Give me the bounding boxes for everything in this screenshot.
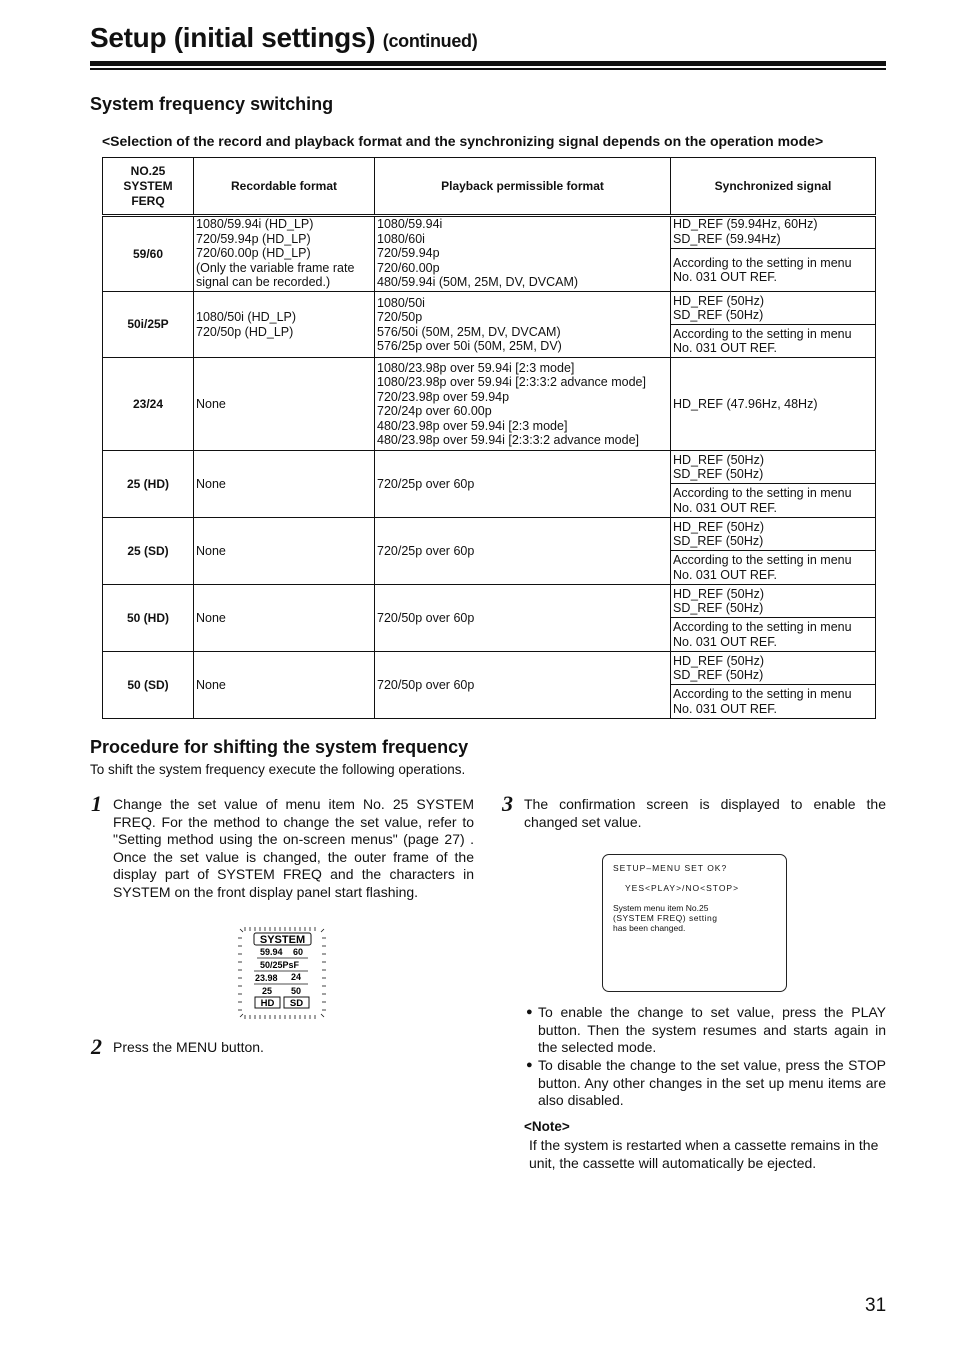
header-system-freq: NO.25 SYSTEM FERQ [103, 158, 194, 216]
header-recordable: Recordable format [194, 158, 375, 216]
lcd-value: 50 [291, 986, 302, 996]
cell-playback: 720/25p over 60p [375, 451, 671, 518]
cell-system: 50 (SD) [103, 652, 194, 719]
header-sync: Synchronized signal [671, 158, 876, 216]
cell-sync-menu: According to the setting in menu No. 031 OUT REF. [671, 484, 876, 518]
cell-playback: 720/25p over 60p [375, 518, 671, 585]
cell-system: 50 (HD) [103, 585, 194, 652]
note-text: If the system is restarted when a cassette remains in the unit, the cassette will automatically be ejected. [529, 1137, 879, 1171]
flashing-frame-icon [237, 926, 327, 1020]
note-heading: <Note> [524, 1119, 570, 1134]
page-number: 31 [865, 1295, 887, 1316]
cell-recordable: 1080/59.94i (HD_LP) 720/59.94p (HD_LP) 720/60.00p (HD_LP) (Only the variable frame rate signal can be recorded.) [194, 216, 375, 292]
cell-system: 25 (SD) [103, 518, 194, 585]
lcd-sd: SD [289, 998, 304, 1009]
bullet-disable: ● To disable the change to the set value, press the STOP button. Any other changes in the set up menu items are also disabled. [526, 1057, 886, 1110]
cell-sync-ref: HD_REF (50Hz) SD_REF (50Hz) [671, 585, 876, 618]
cell-recordable: None [194, 518, 375, 585]
front-display-panel-illustration [237, 926, 327, 1020]
bullet-enable: ● To enable the change to set value, press the PLAY button. Then the system resumes and starts again in the selected mode. [526, 1004, 886, 1057]
title-continued: (continued) [382, 31, 478, 51]
cell-sync-ref: HD_REF (50Hz) SD_REF (50Hz) [671, 518, 876, 551]
table-caption: <Selection of the record and playback format and the synchronizing signal depends on the operation mode> [102, 133, 824, 149]
lcd-value: 60 [293, 947, 304, 957]
cell-system: 59/60 [103, 216, 194, 292]
cell-recordable: 1080/50i (HD_LP) 720/50p (HD_LP) [194, 292, 375, 358]
cell-sync-menu: According to the setting in menu No. 031 OUT REF. [671, 551, 876, 585]
lcd-value: 59.94 [260, 947, 283, 957]
title-rule-thin [90, 68, 886, 70]
cell-recordable: None [194, 652, 375, 719]
lcd-value: 24 [291, 972, 302, 982]
cell-playback: 1080/50i 720/50p 576/50i (50M, 25M, DV, DVCAM) 576/25p over 50i (50M, 25M, DV) [375, 292, 671, 358]
cell-sync-menu: According to the setting in menu No. 031 OUT REF. [671, 618, 876, 652]
screen-prompt: SETUP–MENU SET OK? [613, 863, 728, 873]
screen-message-line: System menu item No.25 [613, 903, 709, 913]
header-playback: Playback permissible format [375, 158, 671, 216]
cell-playback: 720/50p over 60p [375, 652, 671, 719]
table-row [103, 451, 876, 484]
screen-options: YES<PLAY>/NO<STOP> [625, 883, 740, 893]
cell-system: 25 (HD) [103, 451, 194, 518]
title-text: Setup (initial settings) [90, 22, 376, 53]
table-row [103, 518, 876, 551]
step-number-2: 2 [91, 1034, 102, 1059]
cell-playback: 1080/59.94i 1080/60i 720/59.94p 720/60.00p 480/59.94i (50M, 25M, DV, DVCAM) [375, 216, 671, 292]
cell-sync-ref: HD_REF (47.96Hz, 48Hz) [671, 358, 876, 451]
page-title [90, 22, 477, 54]
cell-sync-ref: HD_REF (50Hz) SD_REF (50Hz) [671, 652, 876, 685]
table-row [103, 292, 876, 325]
cell-sync-menu: According to the setting in menu No. 031 OUT REF. [671, 249, 876, 292]
table-row [103, 216, 876, 249]
cell-playback: 720/50p over 60p [375, 585, 671, 652]
lcd-system-label: SYSTEM [259, 934, 306, 946]
frequency-table [102, 157, 876, 719]
lcd-value: 25 [262, 986, 273, 996]
screen-message-line: has been changed. [613, 923, 686, 933]
step-number-1: 1 [91, 791, 102, 816]
section-heading-system-frequency: System frequency switching [90, 94, 334, 114]
cell-playback: 1080/23.98p over 59.94i [2:3 mode] 1080/23.98p over 59.94i [2:3:3:2 advance mode] 720/23.98p over 59.94p 720/24p over 60.00p 480/23.98p over 59.94i [2:3 mode] 480/23.98p over 59.94i [2:3:3:2 advance mode] [375, 358, 671, 451]
lcd-value: 50/25PsF [260, 960, 300, 970]
cell-recordable: None [194, 451, 375, 518]
cell-system: 23/24 [103, 358, 194, 451]
lcd-value: 23.98 [255, 973, 278, 983]
cell-sync-menu: According to the setting in menu No. 031 OUT REF. [671, 685, 876, 719]
cell-system: 50i/25P [103, 292, 194, 358]
procedure-intro: To shift the system frequency execute the following operations. [90, 762, 466, 777]
step-3-text: The confirmation screen is displayed to enable the changed set value. [524, 796, 886, 830]
cell-recordable: None [194, 358, 375, 451]
cell-sync-menu: According to the setting in menu No. 031 OUT REF. [671, 325, 876, 358]
table-row [103, 585, 876, 618]
section-heading-procedure: Procedure for shifting the system frequency [90, 737, 469, 757]
confirmation-screen [602, 854, 787, 992]
title-rule-thick [90, 61, 886, 66]
step-number-3: 3 [502, 791, 513, 816]
table-row [103, 652, 876, 685]
table-row [103, 358, 876, 451]
lcd-hd: HD [260, 998, 275, 1009]
screen-message-line: (SYSTEM FREQ) setting [613, 913, 718, 923]
step-2-text: Press the MENU button. [113, 1039, 264, 1055]
step-1-text: Change the set value of menu item No. 25 SYSTEM FREQ. For the method to change the set value, refer to "Setting method using the on-screen menus" (page 27) . Once the set value is changed, the outer frame of the display part of SYSTEM FREQ and the characters in SYSTEM on the front display panel start flashing. [113, 796, 474, 900]
cell-sync-ref: HD_REF (50Hz) SD_REF (50Hz) [671, 292, 876, 325]
cell-recordable: None [194, 585, 375, 652]
cell-sync-ref: HD_REF (50Hz) SD_REF (50Hz) [671, 451, 876, 484]
table-header-row [103, 158, 876, 216]
cell-sync-ref: HD_REF (59.94Hz, 60Hz) SD_REF (59.94Hz) [671, 216, 876, 249]
